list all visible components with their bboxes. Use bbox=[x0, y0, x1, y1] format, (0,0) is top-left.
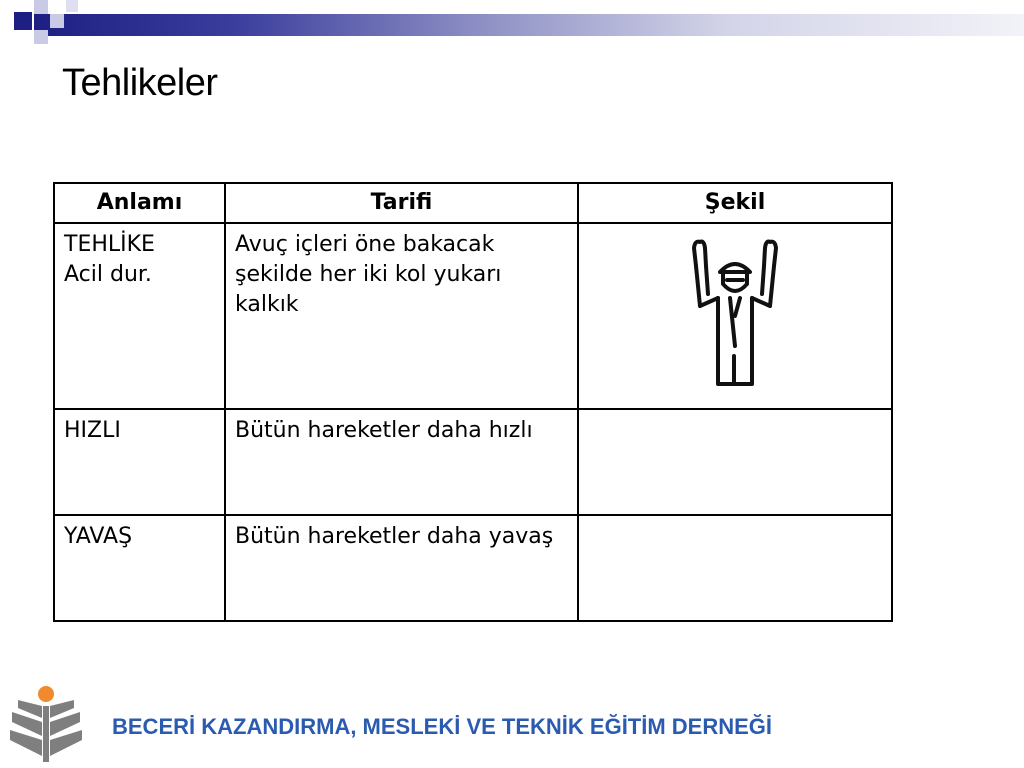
header-square-light bbox=[50, 14, 64, 28]
header-square-light bbox=[66, 0, 78, 12]
table-row bbox=[54, 515, 892, 621]
table-row bbox=[54, 409, 892, 515]
header-gradient-bar bbox=[34, 14, 1024, 36]
header-square-light bbox=[34, 30, 48, 44]
description-cell: Bütün hareketler daha yavaş bbox=[225, 515, 578, 621]
header-square-light bbox=[34, 0, 48, 14]
column-header-meaning: Anlamı bbox=[54, 183, 225, 223]
organization-name: BECERİ KAZANDIRMA, MESLEKİ VE TEKNİK EĞİTİM DERNEĞİ bbox=[112, 714, 773, 739]
worker-both-arms-raised-icon bbox=[690, 236, 780, 388]
table-header-row bbox=[54, 183, 892, 223]
column-header-description: Tarifi bbox=[225, 183, 578, 223]
footer bbox=[0, 680, 1024, 768]
slide-title: Tehlikeler bbox=[62, 62, 218, 104]
description-cell: Avuç içleri öne bakacak şekilde her iki kol yukarı kalkık bbox=[225, 223, 578, 409]
header-decoration bbox=[0, 0, 1024, 48]
column-header-figure: Şekil bbox=[578, 183, 892, 223]
figure-cell bbox=[578, 515, 892, 621]
header-square-dark bbox=[14, 12, 32, 30]
figure-cell bbox=[578, 409, 892, 515]
meaning-cell: TEHLİKE Acil dur. bbox=[54, 223, 225, 409]
meaning-cell: YAVAŞ bbox=[54, 515, 225, 621]
signal-table bbox=[53, 182, 893, 622]
meaning-cell: HIZLI bbox=[54, 409, 225, 515]
table-row bbox=[54, 223, 892, 409]
figure-cell bbox=[578, 223, 892, 409]
tree-of-books-logo bbox=[8, 684, 84, 764]
description-cell: Bütün hareketler daha hızlı bbox=[225, 409, 578, 515]
